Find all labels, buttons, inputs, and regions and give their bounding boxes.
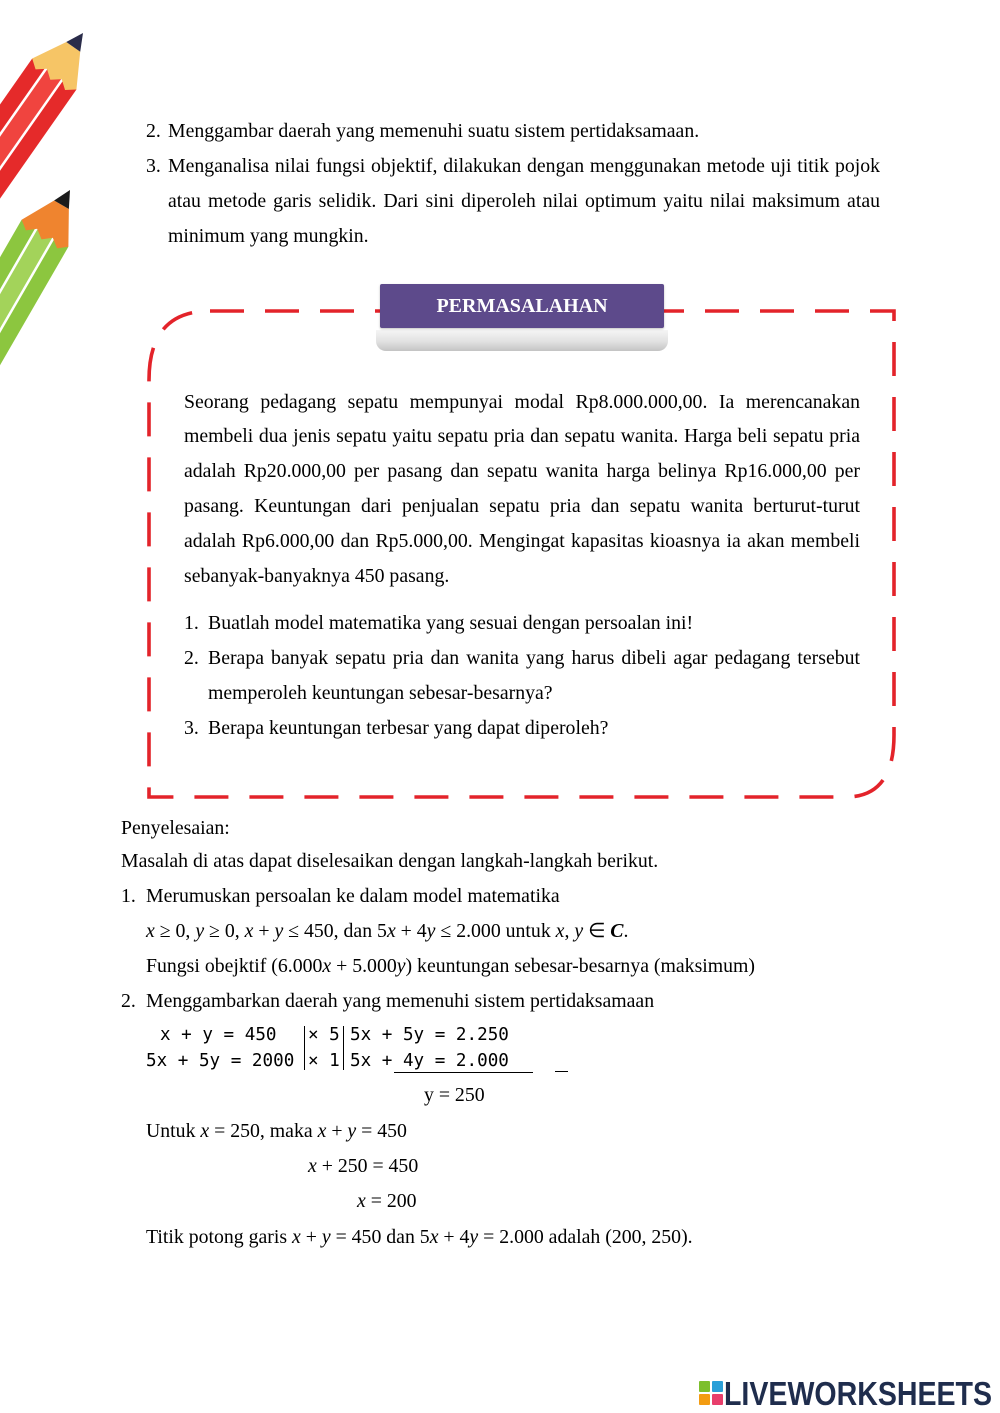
text-line: Berapa banyak sepatu pria dan wanita yang harus dibeli agar pedagang tersebut (208, 646, 860, 669)
math-text: ≤ 2.000 untuk (435, 920, 556, 942)
multiplier-2: × 1 (308, 1051, 340, 1071)
math-text: ≥ 0, (154, 920, 196, 942)
scaled-equation-1: 5x + 5y = 2.250 (350, 1025, 509, 1045)
math-text: = 250, maka (209, 1119, 318, 1142)
intro-item-text: Menggambar daerah yang memenuhi suatu sistem pertidaksamaan. (168, 119, 700, 142)
math-var: y (274, 920, 284, 942)
text-line: atau metode garis selidik. Dari sini diperoleh nilai optimum yaitu nilai maksimum atau (168, 189, 880, 212)
math-var: x (357, 1189, 366, 1212)
math-text: + 4 (395, 920, 427, 942)
step-number: 2. (121, 989, 136, 1012)
question-text: Buatlah model matematika yang sesuai dengan persoalan ini! (208, 611, 694, 634)
math-var: x (317, 1119, 327, 1142)
math-text: ≥ 0, (204, 920, 245, 942)
step-title: Menggambarkan daerah yang memenuhi sistem pertidaksamaan (146, 989, 655, 1012)
math-text: ) keuntungan sebesar-besarnya (maksimum) (405, 955, 756, 977)
math-text: Titik potong garis (146, 1225, 293, 1248)
math-var: x (146, 920, 155, 942)
math-var: y (426, 920, 436, 942)
math-text: = 200 (365, 1189, 417, 1212)
math-text: + (326, 1119, 348, 1142)
text-line: adalah Rp6.000,00 dan Rp5.000,00. Mengingat kapasitas kioasnya ia akan membeli (184, 529, 860, 552)
math-var: x (555, 920, 565, 942)
math-text: Untuk (146, 1119, 201, 1142)
problem-label: PERMASALAHAN (380, 284, 664, 328)
constraints-line (146, 914, 628, 949)
math-text: + 4 (438, 1225, 470, 1248)
substitution-line (308, 1149, 418, 1184)
math-var: y (347, 1119, 357, 1142)
math-var: x (292, 1225, 301, 1248)
question-text (208, 641, 860, 711)
math-text: + (300, 1225, 322, 1248)
step-title: Merumuskan persoalan ke dalam model matematika (146, 884, 560, 907)
equation-1: x + y = 450 (160, 1025, 277, 1045)
math-var: x (386, 920, 396, 942)
math-text: = 450 dan 5 (330, 1225, 430, 1248)
math-var: x (308, 1154, 317, 1177)
text-line: membeli dua jenis sepatu yaitu sepatu pria dan sepatu wanita. Harga beli sepatu pria (184, 425, 860, 448)
intro-item-text (168, 149, 880, 254)
math-text: ∈ (583, 920, 611, 942)
text-line: memperoleh keuntungan sebesar-besarnya? (208, 681, 553, 704)
solution-heading: Penyelesaian: (121, 816, 230, 839)
text-line: Seorang pedagang sepatu mempunyai modal Rp8.000.000,00. Ia merencanakan (184, 390, 860, 413)
problem-paragraph (184, 385, 860, 594)
equation-2: 5x + 5y = 2000 (146, 1051, 295, 1071)
intro-item-number: 3. (146, 154, 161, 177)
math-text: ≤ 450, dan 5 (283, 920, 387, 942)
multiplier-1: × 5 (308, 1025, 340, 1045)
substitution-line (146, 1114, 407, 1149)
elimination-result: y = 250 (424, 1083, 485, 1106)
scaled-equation-2: 5x + 4y = 2.000 (350, 1051, 509, 1071)
math-var: x (322, 955, 332, 977)
math-text: = 450 (356, 1119, 407, 1142)
math-var: y (195, 920, 205, 942)
brand-name: LIVEWORKSHEETS (724, 1375, 993, 1412)
math-var: y (469, 1225, 479, 1248)
step-number: 1. (121, 884, 136, 907)
math-text: + 5.000 (331, 955, 397, 977)
liveworksheets-logo-icon (699, 1381, 723, 1405)
text-line: pasang. Keuntungan dari penjualan sepatu pria dan sepatu wanita berturut-turut (184, 494, 860, 517)
math-text: + 250 = 450 (316, 1154, 419, 1177)
math-text: + (253, 920, 275, 942)
text-line: minimum yang mungkin. (168, 224, 369, 247)
math-var: y (396, 955, 406, 977)
math-var: x (429, 1225, 439, 1248)
math-var: y (321, 1225, 331, 1248)
math-set: C (610, 920, 624, 942)
math-var: x (200, 1119, 210, 1142)
red-pencil-icon (0, 18, 105, 311)
subtraction-rule (394, 1072, 533, 1073)
solution-intro: Masalah di atas dapat diselesaikan dengan langkah-langkah berikut. (121, 849, 659, 872)
math-text: . (623, 920, 629, 942)
question-number: 3. (184, 716, 199, 739)
math-var: y (574, 920, 584, 942)
liveworksheets-logo[interactable] (698, 1377, 994, 1410)
question-number: 2. (184, 646, 199, 669)
text-line: Menganalisa nilai fungsi objektif, dilakukan dengan menggunakan metode uji titik pojok (168, 154, 880, 177)
substitution-line (357, 1184, 417, 1219)
text-line: adalah Rp20.000,00 per pasang dan sepatu wanita harga belinya Rp16.000,00 per (184, 460, 860, 483)
green-pencil-icon (0, 177, 93, 481)
math-var: x (244, 920, 254, 942)
objective-line (146, 949, 755, 984)
question-number: 1. (184, 611, 199, 634)
intro-item-number: 2. (146, 119, 161, 142)
math-text: = 2.000 adalah (200, 250). (478, 1225, 693, 1248)
math-text: Fungsi obejktif (6.000 (146, 955, 323, 977)
conclusion-line (146, 1220, 693, 1255)
question-text: Berapa keuntungan terbesar yang dapat diperoleh? (208, 716, 609, 739)
math-text: , (564, 920, 575, 942)
minus-sign (555, 1071, 568, 1072)
label-shadow (376, 330, 668, 351)
text-line: sebanyak-banyaknya 450 pasang. (184, 564, 450, 587)
